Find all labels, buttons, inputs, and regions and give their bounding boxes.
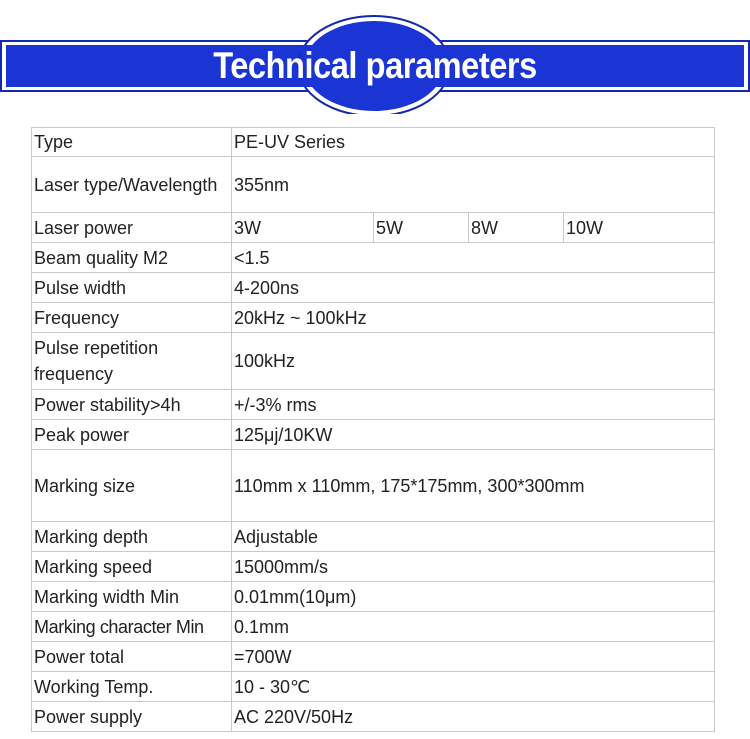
row-value: +/-3% rms [232, 390, 715, 420]
row-value: 100kHz [232, 333, 715, 390]
row-label: Laser type/Wavelength [32, 157, 232, 213]
row-value: 125μj/10KW [232, 420, 715, 450]
table-row [32, 128, 715, 157]
row-value: 355nm [232, 157, 715, 213]
row-label: Beam quality M2 [32, 243, 232, 273]
laser-power-3w: 3W [232, 213, 374, 243]
row-label: Marking size [32, 450, 232, 522]
row-value: Adjustable [232, 522, 715, 552]
table-row [32, 420, 715, 450]
table-row [32, 243, 715, 273]
table-row [32, 642, 715, 672]
row-value: 0.01mm(10μm) [232, 582, 715, 612]
row-label: Pulse repetition frequency [32, 333, 232, 390]
table-row [32, 303, 715, 333]
table-row [32, 612, 715, 642]
row-label: Marking character Min [32, 612, 232, 642]
technical-parameters-table [31, 127, 715, 732]
table-row [32, 390, 715, 420]
row-value: =700W [232, 642, 715, 672]
row-label: Working Temp. [32, 672, 232, 702]
row-label: Laser power [32, 213, 232, 243]
row-value: 0.1mm [232, 612, 715, 642]
row-value: PE-UV Series [232, 128, 715, 157]
table-row [32, 273, 715, 303]
row-label: Frequency [32, 303, 232, 333]
table-row [32, 213, 715, 243]
table-row [32, 157, 715, 213]
row-label: Type [32, 128, 232, 157]
header-banner [0, 40, 750, 92]
row-label: Power total [32, 642, 232, 672]
row-value: <1.5 [232, 243, 715, 273]
page-title: Technical parameters [213, 45, 537, 86]
row-label: Marking depth [32, 522, 232, 552]
laser-power-8w: 8W [469, 213, 564, 243]
row-value: 110mm x 110mm, 175*175mm, 300*300mm [232, 450, 715, 522]
row-value: 10 - 30℃ [232, 672, 715, 702]
row-label: Marking speed [32, 552, 232, 582]
table-row [32, 333, 715, 390]
row-label: Marking width Min [32, 582, 232, 612]
table-row [32, 552, 715, 582]
row-label: Pulse width [32, 273, 232, 303]
row-value: 20kHz ~ 100kHz [232, 303, 715, 333]
table-row [32, 450, 715, 522]
row-label: Power supply [32, 702, 232, 732]
table-row [32, 702, 715, 732]
laser-power-5w: 5W [374, 213, 469, 243]
row-value: 4-200ns [232, 273, 715, 303]
table-row [32, 672, 715, 702]
row-value: 15000mm/s [232, 552, 715, 582]
table-row [32, 522, 715, 552]
table-row [32, 582, 715, 612]
row-value: AC 220V/50Hz [232, 702, 715, 732]
row-label: Power stability>4h [32, 390, 232, 420]
laser-power-10w: 10W [564, 213, 715, 243]
row-label: Peak power [32, 420, 232, 450]
